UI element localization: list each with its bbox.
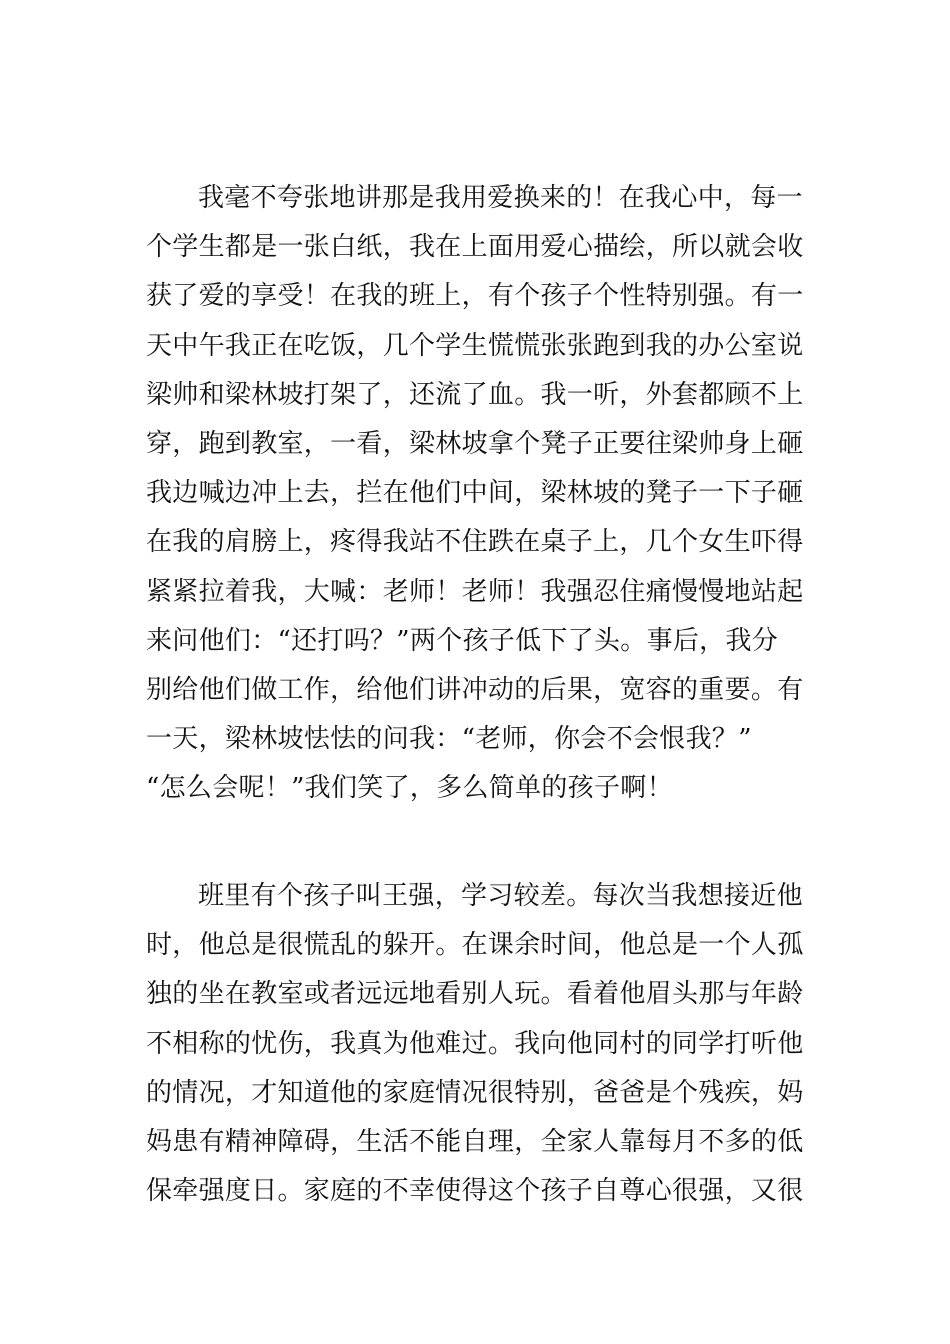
paragraph-line: 在我的肩膀上，疼得我站不住跌在桌子上，几个女生吓得 <box>146 527 804 558</box>
paragraph-2 <box>146 872 806 1216</box>
paragraph-line: 我毫不夸张地讲那是我用爱换来的！在我心中，每一 <box>198 183 803 213</box>
paragraph-line: 梁帅和梁林坡打架了，还流了血。我一听，外套都顾不上 <box>146 379 804 410</box>
paragraph-line: 个学生都是一张白纸，我在上面用爱心描绘，所以就会收 <box>146 232 804 263</box>
paragraph-line: 妈患有精神障碍，生活不能自理，全家人靠每月不多的低 <box>146 1126 804 1157</box>
paragraph-line: 天中午我正在吃饭，几个学生慌慌张张跑到我的办公室说 <box>146 330 804 361</box>
paragraph-line: 紧紧拉着我，大喊：老师！老师！我强忍住痛慢慢地站起 <box>146 576 804 607</box>
paragraph-line: 不相称的忧伤，我真为他难过。我向他同村的同学打听他 <box>146 1028 804 1059</box>
paragraph-line: 别给他们做工作，给他们讲冲动的后果，宽容的重要。有 <box>146 674 804 705</box>
paragraph-line: 时，他总是很慌乱的躲开。在课余时间，他总是一个人孤 <box>146 930 804 961</box>
paragraph-line: 穿，跑到教室，一看，梁林坡拿个凳子正要往梁帅身上砸 <box>146 428 804 459</box>
paragraph-line: “怎么会呢！”我们笑了，多么简单的孩子啊！ <box>146 773 673 804</box>
paragraph-1 <box>146 174 806 813</box>
paragraph-line: 独的坐在教室或者远远地看别人玩。看着他眉头那与年龄 <box>146 979 804 1010</box>
paragraph-line: 保牵强度日。家庭的不幸使得这个孩子自尊心很强，又很 <box>146 1176 804 1207</box>
paragraph-line: 获了爱的享受！在我的班上，有个孩子个性特别强。有一 <box>146 281 804 312</box>
paragraph-line: 一天，梁林坡怯怯的问我：“老师，你会不会恨我？” <box>146 724 752 755</box>
paragraph-line: 的情况，才知道他的家庭情况很特别，爸爸是个残疾，妈 <box>146 1077 804 1108</box>
paragraph-line: 来问他们：“还打吗？”两个孩子低下了头。事后，我分 <box>146 625 779 656</box>
paragraph-line: 班里有个孩子叫王强，学习较差。每次当我想接近他 <box>198 881 803 911</box>
paragraph-line: 我边喊边冲上去，拦在他们中间，梁林坡的凳子一下子砸 <box>146 478 804 509</box>
